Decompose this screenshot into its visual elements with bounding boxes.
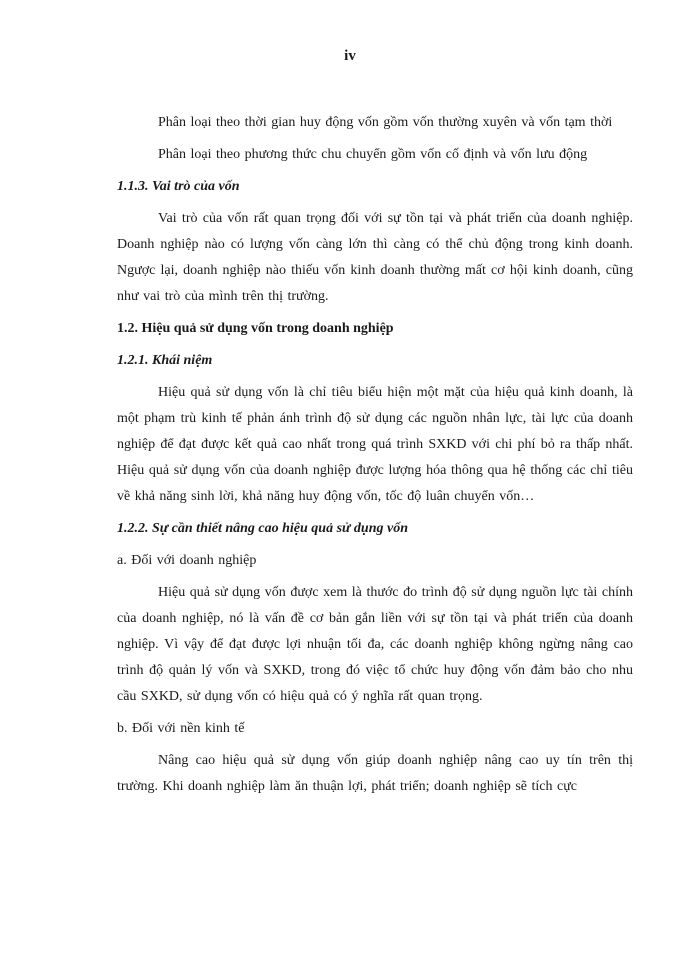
- paragraph-capital-by-time: Phân loại theo thời gian huy động vốn gồm vốn thường xuyên và vốn tạm thời: [158, 115, 613, 130]
- paragraph-concept: Hiệu quả sử dụng vốn là chỉ tiêu biểu hiện một mặt của hiệu quả kinh doanh, là một phạm trù kinh tế phản ánh trình độ sử dụng các nguồn nhân lực, tài lực của doanh nghiệp để đạt được kết quả cao nhất trong quá trình SXKD với chi phí bỏ ra thấp nhất. Hiệu quả sử dụng vốn của doanh nghiệp được lượng hóa thông qua hệ thống các chỉ tiêu về khả năng sinh lời, khả năng huy động vốn, tốc độ luân chuyển vốn…: [117, 385, 633, 504]
- paragraph-role-of-capital: Vai trò của vốn rất quan trọng đối với sự tồn tại và phát triển của doanh nghiệp. Doanh nghiệp nào có lượng vốn càng lớn thì càng có thể chủ động trong kinh doanh. Ngược lại, doanh nghiệp nào thiếu vốn kinh doanh thường mất cơ hội kinh doanh, cũng như vai trò của mình trên thị trường.: [117, 211, 633, 304]
- subheading-for-economy: b. Đối với nền kinh tế: [117, 721, 245, 736]
- heading-1-2: 1.2. Hiệu quả sử dụng vốn trong doanh nghiệp: [117, 321, 394, 336]
- heading-1-1-3: 1.1.3. Vai trò của vốn: [117, 179, 240, 194]
- page-number: iv: [344, 48, 356, 64]
- heading-1-2-1: 1.2.1. Khái niệm: [117, 353, 213, 368]
- paragraph-for-economy: Nâng cao hiệu quả sử dụng vốn giúp doanh nghiệp nâng cao uy tín trên thị trường. Khi doanh nghiệp làm ăn thuận lợi, phát triển; doanh nghiệp sẽ tích cực: [117, 753, 633, 794]
- heading-1-2-2: 1.2.2. Sự cần thiết nâng cao hiệu quả sử dụng vốn: [117, 521, 408, 536]
- paragraph-for-enterprise: Hiệu quả sử dụng vốn được xem là thước đo trình độ sử dụng nguồn lực tài chính của doanh nghiệp, nó là vấn đề cơ bản gắn liền với sự tồn tại và phát triển của doanh nghiệp. Vì vậy để đạt được lợi nhuận tối đa, các doanh nghiệp không ngừng nâng cao trình độ quản lý vốn và SXKD, trong đó việc tổ chức huy động vốn đảm bảo cho nhu cầu SXKD, sử dụng vốn có hiệu quả có ý nghĩa rất quan trọng.: [117, 585, 633, 704]
- paragraph-capital-by-circulation: Phân loại theo phương thức chu chuyển gồm vốn cố định và vốn lưu động: [158, 147, 588, 162]
- subheading-for-enterprise: a. Đối với doanh nghiệp: [117, 553, 257, 568]
- document-body: [117, 110, 633, 806]
